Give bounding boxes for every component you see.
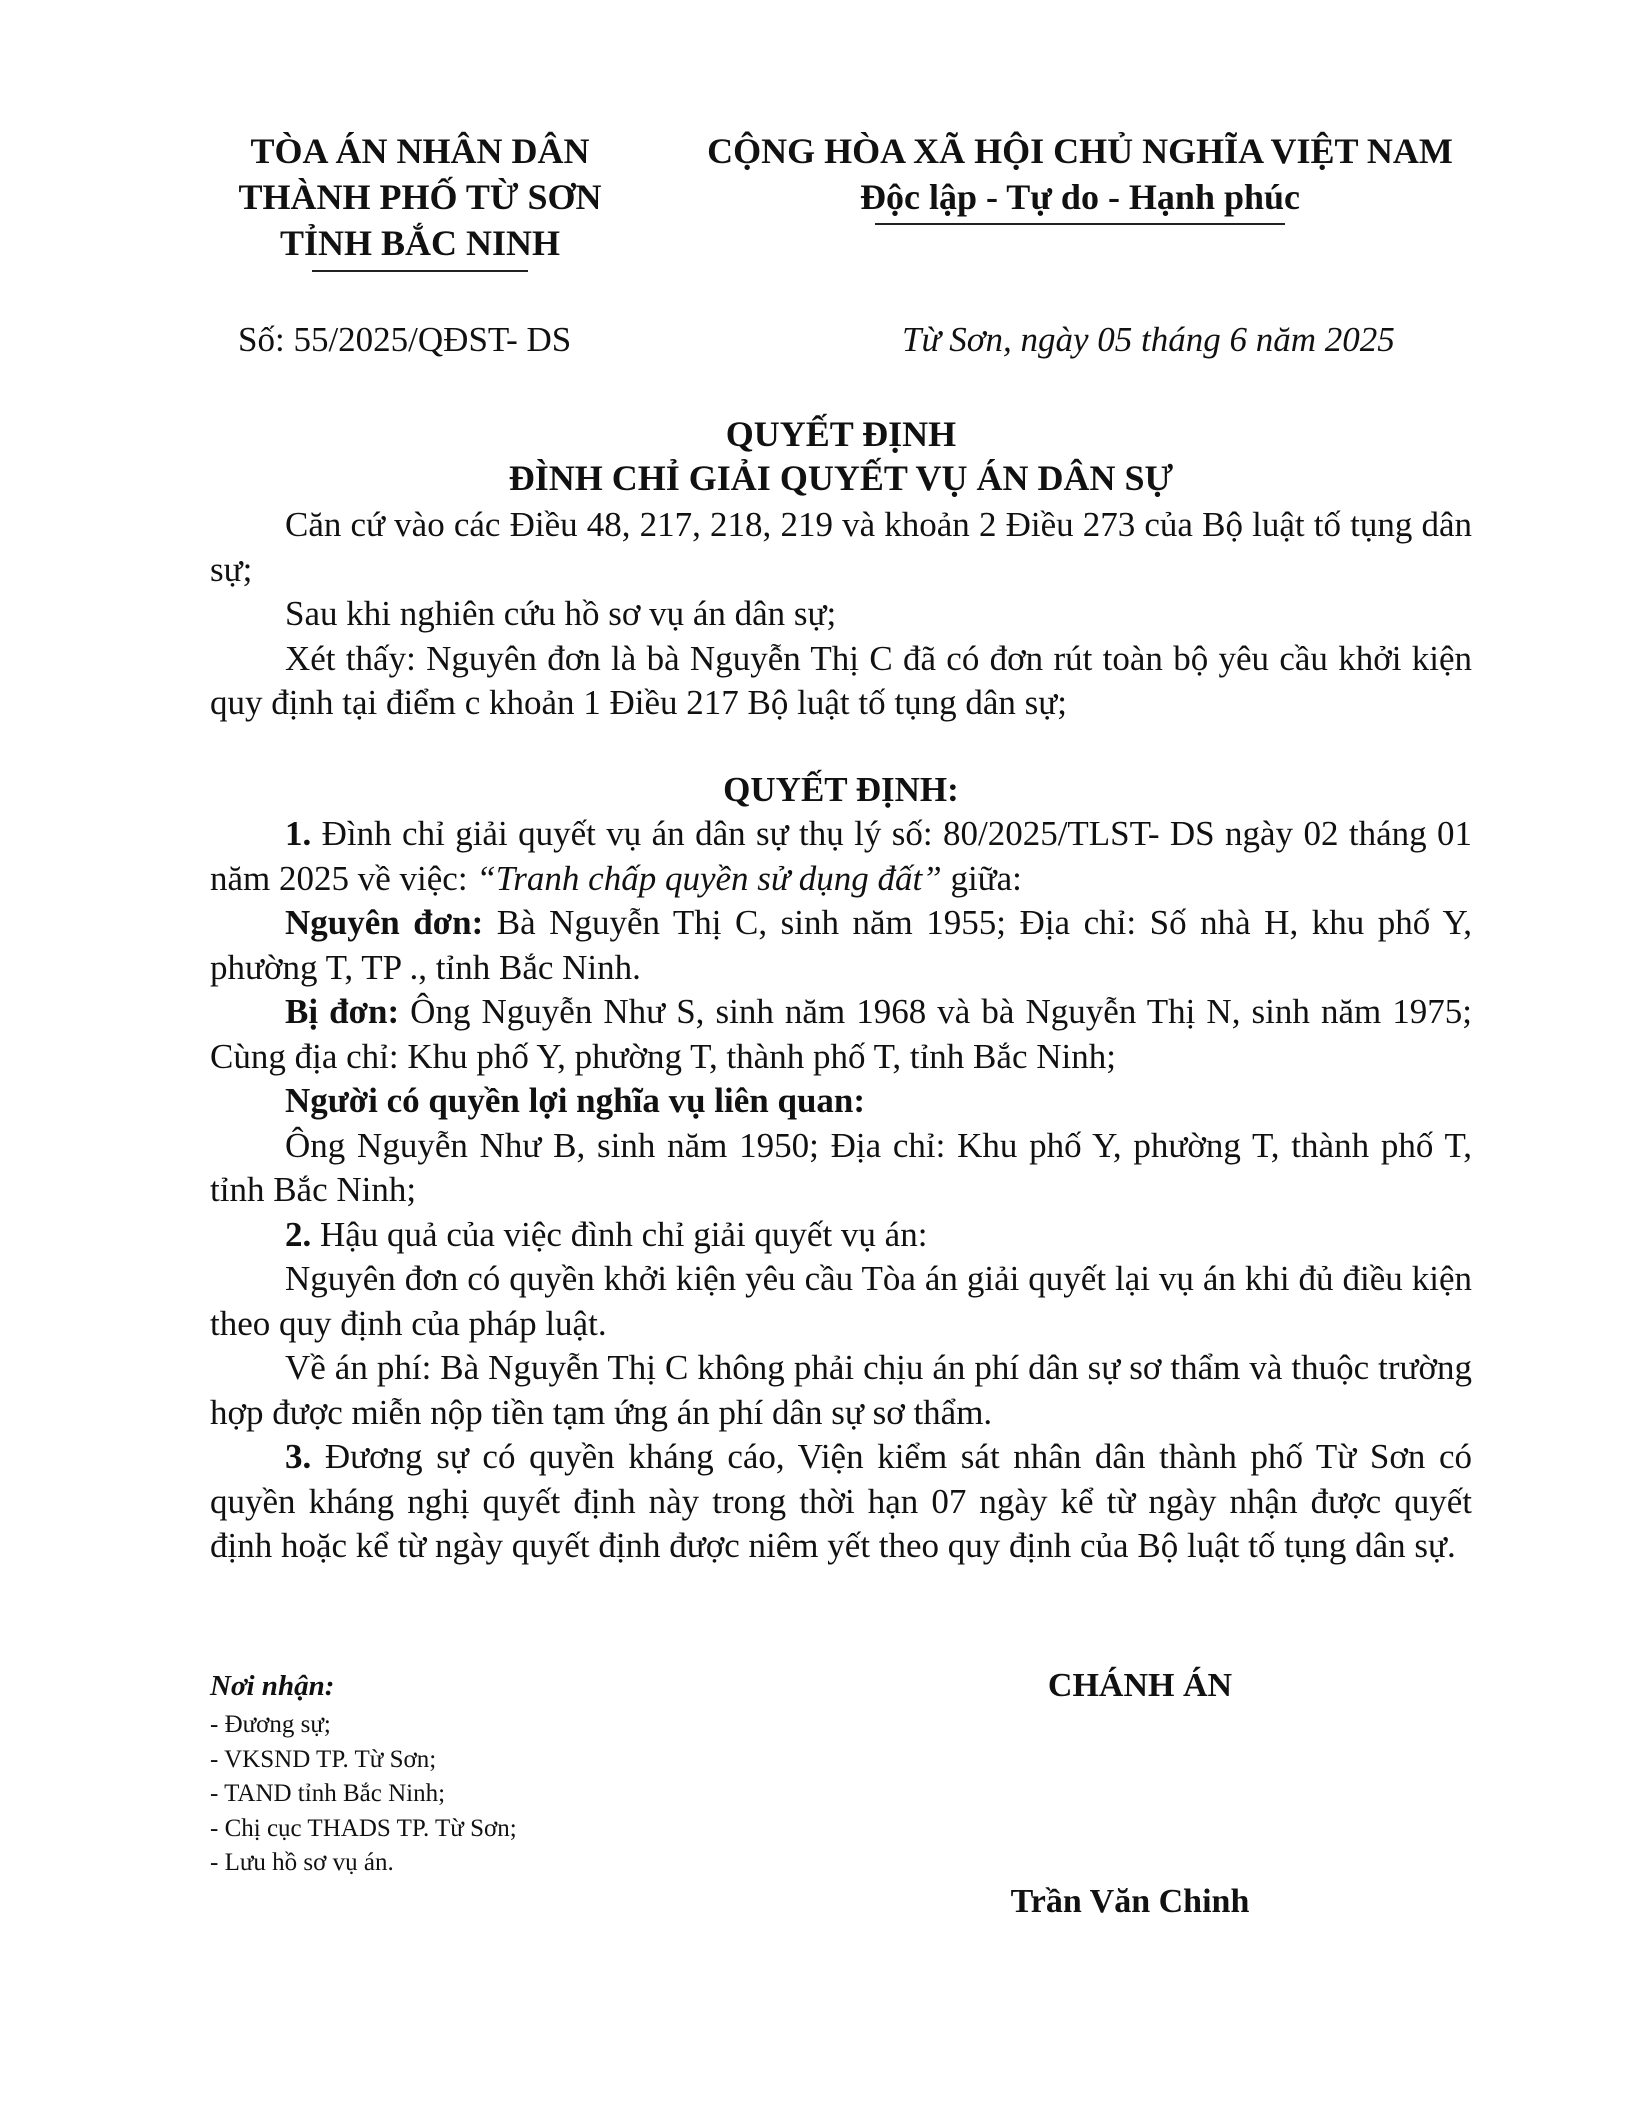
national-motto: Độc lập - Tự do - Hạnh phúc bbox=[859, 177, 1301, 217]
court-name-line1: TÒA ÁN NHÂN DÂN bbox=[250, 131, 590, 171]
item-2-text: Hậu quả của việc đình chỉ giải quyết vụ án: bbox=[311, 1214, 928, 1254]
signer-role: CHÁNH ÁN bbox=[1047, 1667, 1233, 1704]
court-name-line2: THÀNH PHỐ TỪ SƠN bbox=[238, 177, 602, 217]
item-1-case-type: “Tranh chấp quyền sử dụng đất” bbox=[476, 858, 942, 898]
recipient-item: - Lưu hồ sơ vụ án. bbox=[210, 1849, 394, 1876]
recipients-list bbox=[210, 1708, 517, 1881]
decision-heading: QUYẾT ĐỊNH: bbox=[723, 769, 959, 809]
recipient-item: - Đương sự; bbox=[210, 1711, 331, 1738]
preamble-legal-basis: Căn cứ vào các Điều 48, 217, 218, 219 và khoản 2 Điều 273 của Bộ luật tố tụng dân sự; bbox=[210, 505, 1472, 589]
preamble-review: Sau khi nghiên cứu hồ sơ vụ án dân sự; bbox=[285, 594, 837, 633]
national-header bbox=[680, 128, 1480, 220]
item-2 bbox=[210, 1213, 1472, 1258]
document-number: Số: 55/2025/QĐST- DS bbox=[238, 320, 572, 359]
defendant-text: Ông Nguyễn Như S, sinh năm 1968 và bà Nguyễn Thị N, sinh năm 1975; Cùng địa chỉ: Khu phố Y, phường T, thành phố T, tỉnh Bắc Ninh; bbox=[210, 992, 1472, 1076]
preamble-finding: Xét thấy: Nguyên đơn là bà Nguyễn Thị C đã có đơn rút toàn bộ yêu cầu khởi kiện quy định tại điểm c khoản 1 Điều 217 Bộ luật tố tụng dân sự; bbox=[210, 638, 1472, 722]
item-1 bbox=[210, 812, 1472, 901]
item-2-number: 2. bbox=[285, 1214, 312, 1254]
title-line1: QUYẾT ĐỊNH bbox=[725, 414, 957, 454]
item-1-number: 1. bbox=[285, 814, 312, 853]
related-party-label: Người có quyền lợi nghĩa vụ liên quan: bbox=[285, 1081, 866, 1120]
item-3 bbox=[210, 1435, 1472, 1569]
recipient-item: - VKSND TP. Từ Sơn; bbox=[210, 1745, 437, 1773]
plaintiff bbox=[210, 901, 1472, 990]
recipients-block bbox=[210, 1668, 517, 1881]
related-party-text: Ông Nguyễn Như B, sinh năm 1950; Địa chỉ: Khu phố Y, phường T, thành phố T, tỉnh Bắc Ninh; bbox=[210, 1125, 1472, 1209]
title-line2: ĐÌNH CHỈ GIẢI QUYẾT VỤ ÁN DÂN SỰ bbox=[508, 458, 1174, 498]
recipient-item: - Chị cục THADS TP. Từ Sơn; bbox=[210, 1814, 517, 1842]
recipient-item: - TAND tỉnh Bắc Ninh; bbox=[210, 1780, 446, 1807]
signer-name: Trần Văn Chinh bbox=[1010, 1883, 1250, 1920]
defendant bbox=[210, 990, 1472, 1079]
national-motto-underline bbox=[875, 223, 1285, 225]
document-date: Từ Sơn, ngày 05 tháng 6 năm 2025 bbox=[902, 320, 1395, 359]
item-2-consequence: Nguyên đơn có quyền khởi kiện yêu cầu Tòa án giải quyết lại vụ án khi đủ điều kiện theo quy định của pháp luật. bbox=[210, 1259, 1472, 1343]
item-3-text: Đương sự có quyền kháng cáo, Viện kiểm sát nhân dân thành phố Từ Sơn có quyền kháng nghị quyết định này trong thời hạn 07 ngày kể từ ngày nhận được quyết định hoặc kể từ ngày quyết định được niêm yết theo quy định của Bộ luật tố tụng dân sự. bbox=[210, 1437, 1472, 1565]
plaintiff-label: Nguyên đơn: bbox=[285, 903, 484, 942]
item-1-text-a: Đình chỉ giải quyết vụ án dân sự thụ lý số: 80/2025/TLST- DS ngày 02 tháng 01 năm 2025 về việc: bbox=[210, 814, 1472, 898]
item-2-court-fee: Về án phí: Bà Nguyễn Thị C không phải chịu án phí dân sự sơ thẩm và thuộc trường hợp được miễn nộp tiền tạm ứng án phí dân sự sơ thẩm. bbox=[210, 1348, 1472, 1432]
defendant-label: Bị đơn: bbox=[285, 992, 400, 1031]
document-title bbox=[210, 412, 1472, 500]
item-3-number: 3. bbox=[285, 1437, 312, 1476]
document-body bbox=[210, 503, 1472, 1569]
court-header-underline bbox=[312, 270, 528, 272]
item-1-text-b: giữa: bbox=[941, 858, 1022, 898]
related-party-label-line bbox=[210, 1079, 1472, 1124]
court-header bbox=[200, 128, 640, 266]
recipients-title: Nơi nhận: bbox=[210, 1670, 335, 1702]
national-name: CỘNG HÒA XÃ HỘI CHỦ NGHĨA VIỆT NAM bbox=[707, 131, 1453, 171]
court-name-line3: TỈNH BẮC NINH bbox=[279, 223, 561, 263]
plaintiff-text: Bà Nguyễn Thị C, sinh năm 1955; Địa chỉ: Số nhà H, khu phố Y, phường T, TP ., tỉnh Bắc Ninh. bbox=[210, 903, 1472, 987]
